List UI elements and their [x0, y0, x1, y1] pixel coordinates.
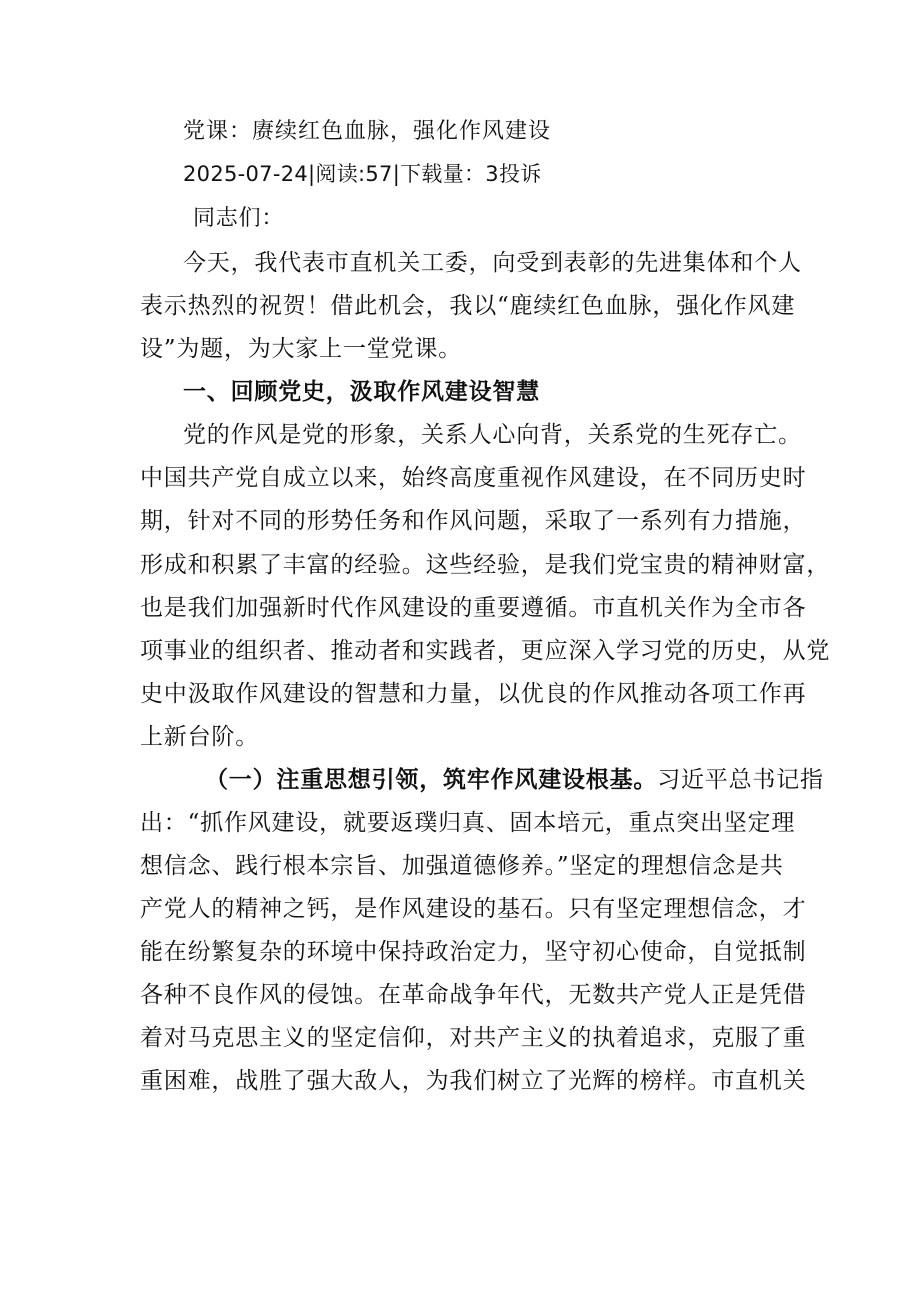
paragraph-line: 出：“抓作风建设，就要返璞归真、固本培元，重点突出坚定理 [140, 810, 796, 836]
paragraph-line: 上新台阶。 [140, 724, 259, 750]
document-meta: 2025-07-24|阅读:57|下载量：3投诉 [183, 162, 542, 186]
paragraph-line: 党的作风是党的形象，关系人心向背，关系党的生死存亡。 [183, 422, 802, 448]
subsection-first-line [205, 760, 824, 800]
intro-line: 今天，我代表市直机关工委，向受到表彰的先进集体和个人 [183, 250, 802, 276]
paragraph-line: 想信念、践行根本宗旨、加强道德修养。”坚定的理想信念是共 [140, 853, 784, 879]
document-title: 党课：赓续红色血脉，强化作风建设 [183, 119, 552, 144]
intro-line: 表示热烈的祝贺！借此机会，我以“鹿续红色血脉，强化作风建 [140, 293, 796, 319]
paragraph-line: 期，针对不同的形势任务和作风问题，采取了一系列有力措施， [140, 508, 807, 534]
greeting: 同志们： [193, 206, 285, 231]
paragraph-line: 史中汲取作风建设的智慧和力量，以优良的作风推动各项工作再 [140, 681, 807, 707]
paragraph-line: 各种不良作风的侵蚀。在革命战争年代，无数共产党人正是凭借 [140, 982, 807, 1008]
paragraph-line: 重困难，战胜了强大敌人，为我们树立了光辉的榜样。市直机关 [140, 1068, 807, 1094]
paragraph-line: 也是我们加强新时代作风建设的重要遵循。市直机关作为全市各 [140, 595, 807, 621]
intro-line: 设”为题，为大家上一堂党课。 [140, 336, 462, 362]
paragraph-line: 能在纷繁复杂的环境中保持政治定力，坚守初心使命，自觉抵制 [140, 939, 807, 965]
section-heading: 一、回顾党史，汲取作风建设智慧 [183, 378, 540, 405]
subsection-heading: （一）注重思想引领，筑牢作风建设根基。 [205, 766, 658, 793]
paragraph-line: 着对马克思主义的坚定信仰，对共产主义的执着追求，克服了重 [140, 1025, 807, 1051]
subsection-text: 习近平总书记指 [657, 767, 824, 793]
paragraph-line: 中国共产党自成立以来，始终高度重视作风建设，在不同历史时 [140, 465, 807, 491]
paragraph-line: 产党人的精神之钙，是作风建设的基石。只有坚定理想信念，才 [140, 896, 807, 922]
paragraph-line: 形成和积累了丰富的经验。这些经验，是我们党宝贵的精神财富， [140, 552, 831, 578]
paragraph-line: 项事业的组织者、推动者和实践者，更应深入学习党的历史，从党 [140, 638, 831, 664]
